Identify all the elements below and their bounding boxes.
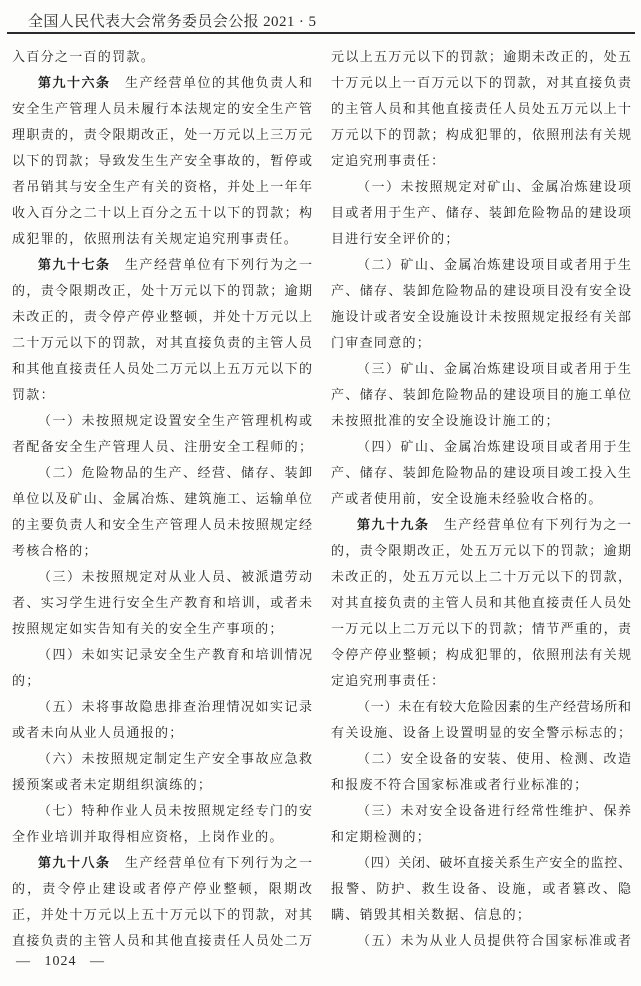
text-line <box>12 902 312 928</box>
text-line <box>331 694 631 720</box>
line-text: 一万元以上二万元以下的罚款；情节严重的，责 <box>331 621 631 636</box>
text-line <box>331 720 631 746</box>
text-line <box>12 928 312 954</box>
line-text: 的，责令停止建设或者停产停业整顿，限期改 <box>12 881 312 896</box>
line-text: 令停产停业整顿；构成犯罪的，依照刑法有关规 <box>331 647 631 662</box>
text-line <box>331 824 631 850</box>
text-line <box>331 96 631 122</box>
line-text: 按照规定如实告知有关的安全生产事项的； <box>12 621 284 636</box>
line-text: 成犯罪的，依照刑法有关规定追究刑事责任。 <box>12 231 299 246</box>
text-line <box>12 642 312 668</box>
text-line <box>331 850 631 876</box>
text-line <box>12 252 312 278</box>
text-line <box>331 252 631 278</box>
line-text: （一）未按照规定设置安全生产管理机构或 <box>38 413 312 428</box>
text-line <box>12 70 312 96</box>
line-text: 有关设施、设备上设置明显的安全警示标志的； <box>331 725 631 740</box>
header-divider <box>7 32 635 34</box>
line-text: 目或者用于生产、储存、装卸危险物品的建设项 <box>331 205 631 220</box>
text-line <box>331 356 631 382</box>
text-line <box>12 850 312 876</box>
article-number: 第九十九条 <box>357 517 430 532</box>
line-text: （四）未如实记录安全生产教育和培训情况 <box>38 647 312 662</box>
text-line <box>331 876 631 902</box>
line-text: 的； <box>12 673 41 688</box>
text-line <box>331 44 631 70</box>
text-line <box>12 96 312 122</box>
line-text: （五）未为从业人员提供符合国家标准或者 <box>357 933 631 948</box>
line-text: 者吊销其与安全生产有关的资格，并处上一年年 <box>12 179 312 194</box>
line-text: （一）未按照规定对矿山、金属冶炼建设项 <box>357 179 631 194</box>
line-text: 未改正的，处五万元以上二十万元以下的罚款， <box>331 569 631 584</box>
text-line <box>12 824 312 850</box>
line-text: 者、实习学生进行安全生产教育和培训，或者未 <box>12 595 312 610</box>
line-text: （三）未对安全设备进行经常性维护、保养 <box>357 803 631 818</box>
text-line <box>12 408 312 434</box>
text-line <box>331 902 631 928</box>
text-line <box>331 122 631 148</box>
line-text: 产、储存、装卸危险物品的建设项目竣工投入生 <box>331 465 631 480</box>
text-line <box>12 772 312 798</box>
text-line <box>12 278 312 304</box>
page-title: 全国人民代表大会常务委员会公报 2021 · 5 <box>28 14 317 30</box>
line-text: 对其直接负责的主管人员和其他直接责任人员处 <box>331 595 631 610</box>
text-line <box>331 928 631 954</box>
line-text: 二十万元以下的罚款，对其直接负责的主管人员 <box>12 335 312 350</box>
line-text: 正，并处十万元以上五十万元以下的罚款，对其 <box>12 907 312 922</box>
text-line <box>331 460 631 486</box>
text-line <box>331 538 631 564</box>
line-text: 报警、防护、救生设备、设施，或者篡改、隐 <box>331 881 631 896</box>
line-text: 元以上五万元以下的罚款；逾期未改正的，处五 <box>331 49 631 64</box>
line-text: 全作业培训并取得相应资格，上岗作业的。 <box>12 829 284 844</box>
line-text: 生产经营单位有下列行为之一 <box>429 517 631 532</box>
line-text: 万元以下的罚款；构成犯罪的，依照刑法有关规 <box>331 127 631 142</box>
text-line <box>331 304 631 330</box>
line-text: 直接负责的主管人员和其他直接责任人员处二万 <box>12 933 312 948</box>
right-column <box>331 44 631 954</box>
line-text: （四）矿山、金属冶炼建设项目或者用于生 <box>357 439 631 454</box>
text-line <box>12 382 312 408</box>
line-text: 和其他直接责任人员处二万元以上五万元以下的 <box>12 361 312 376</box>
text-line <box>331 642 631 668</box>
text-line <box>331 590 631 616</box>
line-text: 产或者使用前，安全设施未经验收合格的。 <box>331 491 603 506</box>
text-line <box>12 174 312 200</box>
text-line <box>331 174 631 200</box>
text-line <box>12 538 312 564</box>
text-line <box>12 200 312 226</box>
line-text: 目进行安全评价的； <box>331 231 460 246</box>
text-line <box>12 746 312 772</box>
line-text: 援预案或者未定期组织演练的； <box>12 777 213 792</box>
line-text: （三）未按照规定对从业人员、被派遣劳动 <box>38 569 312 584</box>
line-text: 安全生产管理人员未履行本法规定的安全生产管 <box>12 101 312 116</box>
text-line <box>331 330 631 356</box>
text-line <box>331 434 631 460</box>
text-line <box>12 434 312 460</box>
text-line <box>331 486 631 512</box>
line-text: 单位以及矿山、金属冶炼、建筑施工、运输单位 <box>12 491 312 506</box>
article-number: 第九十八条 <box>38 855 111 870</box>
line-text: （七）特种作业人员未按照规定经专门的安 <box>38 803 312 818</box>
text-line <box>12 876 312 902</box>
line-text: 生产经营单位的其他负责人和 <box>110 75 312 90</box>
text-line <box>12 694 312 720</box>
line-text: 定追究刑事责任： <box>331 673 446 688</box>
line-text: 的，责令限期改正，处五万元以下的罚款；逾期 <box>331 543 631 558</box>
line-text: 十万元以上一百万元以下的罚款，对其直接负责 <box>331 75 631 90</box>
text-line <box>12 798 312 824</box>
text-line <box>12 564 312 590</box>
line-text: 收入百分之二十以上百分之五十以下的罚款；构 <box>12 205 312 220</box>
line-text: 瞒、销毁其相关数据、信息的； <box>331 907 532 922</box>
text-line <box>12 486 312 512</box>
text-line <box>12 330 312 356</box>
line-text: （一）未在有较大危险因素的生产经营场所和 <box>357 699 631 714</box>
line-text: （四）关闭、破坏直接关系生产安全的监控、 <box>357 855 631 870</box>
line-text: 未改正的，责令停产停业整顿，并处十万元以上 <box>12 309 312 324</box>
line-text: 以下的罚款；导致发生生产安全事故的，暂停或 <box>12 153 312 168</box>
footer-page-number: — 1024 — <box>16 954 105 969</box>
line-text: 的主管人员和其他直接责任人员处五万元以上十 <box>331 101 631 116</box>
line-text: 门审查同意的； <box>331 335 432 350</box>
article-number: 第九十七条 <box>38 257 111 272</box>
text-line <box>12 590 312 616</box>
line-text: 或者未向从业人员通报的； <box>12 725 184 740</box>
text-line <box>331 226 631 252</box>
text-line <box>331 278 631 304</box>
text-line <box>12 356 312 382</box>
text-line <box>12 148 312 174</box>
text-line <box>12 226 312 252</box>
text-line <box>331 772 631 798</box>
text-line <box>331 148 631 174</box>
text-line <box>331 668 631 694</box>
line-text: 产、储存、装卸危险物品的建设项目的施工单位 <box>331 387 631 402</box>
line-text: 施设计或者安全设施设计未按照规定报经有关部 <box>331 309 631 324</box>
text-line <box>331 408 631 434</box>
text-line <box>331 616 631 642</box>
line-text: （二）安全设备的安装、使用、检测、改造 <box>357 751 631 766</box>
text-line <box>12 512 312 538</box>
text-line <box>331 200 631 226</box>
line-text: 入百分之一百的罚款。 <box>12 49 156 64</box>
text-line <box>12 304 312 330</box>
text-line <box>331 798 631 824</box>
line-text: 者配备安全生产管理人员、注册安全工程师的； <box>12 439 312 454</box>
article-number: 第九十六条 <box>38 75 111 90</box>
line-text: 的，责令限期改正，处十万元以下的罚款；逾期 <box>12 283 312 298</box>
line-text: 考核合格的； <box>12 543 98 558</box>
text-line <box>12 668 312 694</box>
text-line <box>331 70 631 96</box>
line-text: 的主要负责人和安全生产管理人员未按照规定经 <box>12 517 312 532</box>
text-line <box>331 512 631 538</box>
line-text: 生产经营单位有下列行为之一 <box>110 257 312 272</box>
text-line <box>12 616 312 642</box>
line-text: 生产经营单位有下列行为之一 <box>110 855 312 870</box>
line-text: （六）未按照规定制定生产安全事故应急救 <box>38 751 312 766</box>
line-text: 产、储存、装卸危险物品的建设项目没有安全设 <box>331 283 631 298</box>
line-text: 和报废不符合国家标准或者行业标准的； <box>331 777 589 792</box>
line-text: （二）矿山、金属冶炼建设项目或者用于生 <box>357 257 631 272</box>
line-text: 理职责的，责令限期改正，处一万元以上三万元 <box>12 127 312 142</box>
line-text: 未按照批准的安全设施设计施工的； <box>331 413 560 428</box>
text-line <box>12 460 312 486</box>
line-text: 罚款： <box>12 387 55 402</box>
text-line <box>12 720 312 746</box>
line-text: （二）危险物品的生产、经营、储存、装卸 <box>38 465 312 480</box>
text-line <box>331 746 631 772</box>
text-line <box>12 122 312 148</box>
left-column <box>12 44 312 954</box>
line-text: 定追究刑事责任： <box>331 153 446 168</box>
text-line <box>12 44 312 70</box>
text-line <box>331 382 631 408</box>
line-text: 和定期检测的； <box>331 829 432 844</box>
line-text: （三）矿山、金属冶炼建设项目或者用于生 <box>357 361 631 376</box>
line-text: （五）未将事故隐患排查治理情况如实记录 <box>38 699 312 714</box>
text-line <box>331 564 631 590</box>
